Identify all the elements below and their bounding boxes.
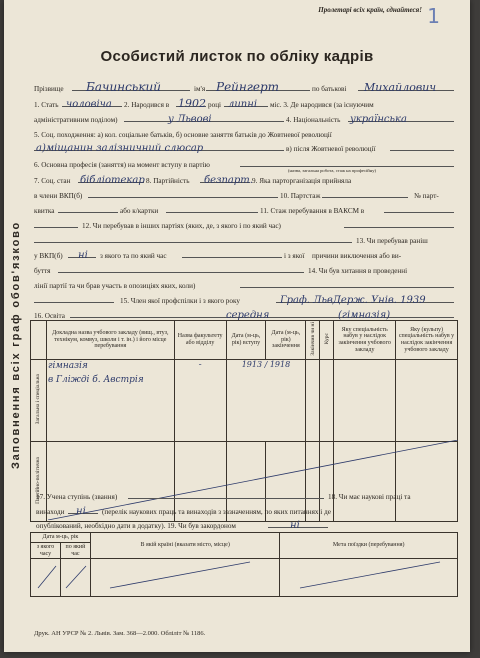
education-note-value: (гімназія) xyxy=(338,310,391,321)
line-social: 7. Соц. стан бібліотекар 8. Партійність безпарт. 9. Яка парторганізація прийняла xyxy=(34,175,352,186)
line-inventions: винаходи ні (перелік наукових праць та винаходів з зазначенням, по яких питаннях і де xyxy=(36,506,331,517)
line-degree: 17. Учена ступінь (звання) 18. Чи має наукові праці та xyxy=(36,493,411,501)
line-prior: 13. Чи перебував раніш xyxy=(28,234,458,246)
education-row-party: Партійно-політична xyxy=(31,442,458,522)
birthplace-value: у Львові xyxy=(168,114,212,125)
birth-month-value: липні xyxy=(228,99,258,110)
travel-strike xyxy=(30,556,458,594)
school-place: в Гліжді б. Австрія xyxy=(47,375,144,386)
print-footer: Друк. АН УРСР № 2. Львів. Зам. 368—2.000. Обліліт № 1186. xyxy=(34,630,206,637)
was-member-value: ні xyxy=(78,250,88,261)
origin-value: а)міщанин залізничний слюсар xyxy=(36,143,204,154)
education-level-value: середня xyxy=(226,310,270,321)
line-opposition: лінії партії та чи брав участь в опозиціях яких, коли) xyxy=(28,279,458,291)
education-row-general: Загальна і спеціальна гімназія в Гліжді б. Австрія - 1913 / 1918 xyxy=(31,360,458,442)
line-membership: в члени ВКП(б) 10. Партстаж № парт- xyxy=(34,192,439,200)
page-number: 1 xyxy=(427,4,440,28)
birth-year-value: 1902 xyxy=(178,97,206,110)
line-sex-birth: 1. Стать чоловіча 2. Народився в 1902 році липні міс. 3. Де народився (за існуючим xyxy=(34,97,374,110)
travel-header-row: з якого часу по який час xyxy=(31,543,458,559)
travel-date-header-row: Дата м-ць, рік В якій країні (вказати місто, місце) Мета поїздки (перебування) xyxy=(31,533,458,543)
line-union: 15. Член якої профспілки і з якого року Граф. ЛьвДерж. Унів. 1939 xyxy=(28,294,458,306)
form-title: Особистий листок по обліку кадрів xyxy=(100,48,374,65)
line-origin-value: а)міщанин залізничний слюсар в) після Жовтневої революції xyxy=(28,142,458,154)
faculty-value: - xyxy=(198,360,202,371)
party-value: безпарт. xyxy=(204,175,253,186)
nationality-value: українська xyxy=(350,114,407,125)
surname-value: Бачинський xyxy=(86,80,161,94)
social-value: бібліотекар xyxy=(80,175,145,186)
inventions-value: ні xyxy=(76,506,86,517)
union-value: Граф. ЛьвДерж. Унів. 1939 xyxy=(280,295,426,306)
school-name: гімназія xyxy=(47,361,88,372)
line-education: 16. Освіта середня (гімназія) xyxy=(28,309,458,321)
line-abroad: опублікований, необхідно дати в додатку). 19. Чи був закордоном ні xyxy=(28,519,458,531)
line-profession: 6. Основна професія (заняття) на момент вступу в партію (назва, загальна робота, стаж на професійну) xyxy=(28,158,458,170)
personnel-form-page xyxy=(4,0,470,652)
line-leave: буття 14. Чи був хитання в проведенні xyxy=(34,267,408,275)
motto: Пролетарі всіх країн, єднайтеся! xyxy=(318,6,422,14)
line-origin: 5. Соц. походження: а) кол. соціальне батьків, б) основне заняття батьків до Жовтневої революції xyxy=(34,131,332,139)
abroad-value: ні xyxy=(290,520,300,531)
name-value: Рейнгерт xyxy=(216,80,280,94)
line-other-parties: 12. Чи перебував в інших партіях (яких, де, з якого і по який час) xyxy=(28,219,458,231)
study-dates: 1913 / 1918 xyxy=(241,360,291,370)
patronymic-value: Михайлович xyxy=(364,81,437,94)
line-card: квитка або к/картки 11. Стаж перебування в ВАКСМ в xyxy=(28,204,458,216)
line-birthplace: адміністративним поділом) у Львові 4. Національність українська xyxy=(28,113,458,125)
sex-value: чоловіча xyxy=(66,99,112,110)
education-header-row: Докладна назва учбового закладу (вищ., втуз, технікум, комвуз, школи і т. ін.) і його місце перебування Назва факультету або відділу Дата (м-ць, рік) вступу Дата (м-ць, рік) закінчення Закінчив чи ні Курс Яку спеціальність набув у наслідок закінчення учбового закладу Яку (кульпу) спеціальність набув у наслідок закінчення учбового закладу xyxy=(31,321,458,360)
line-vkpb: у ВКП(б) ні з якого та по який час і з якої причини виключення або ви- xyxy=(34,250,402,261)
line-surname: Прізвище Бачинський ім'я Рейнгерт по батькові Михайлович xyxy=(28,82,458,94)
side-label: Заповнення всіх граф обов'язково xyxy=(10,220,22,470)
